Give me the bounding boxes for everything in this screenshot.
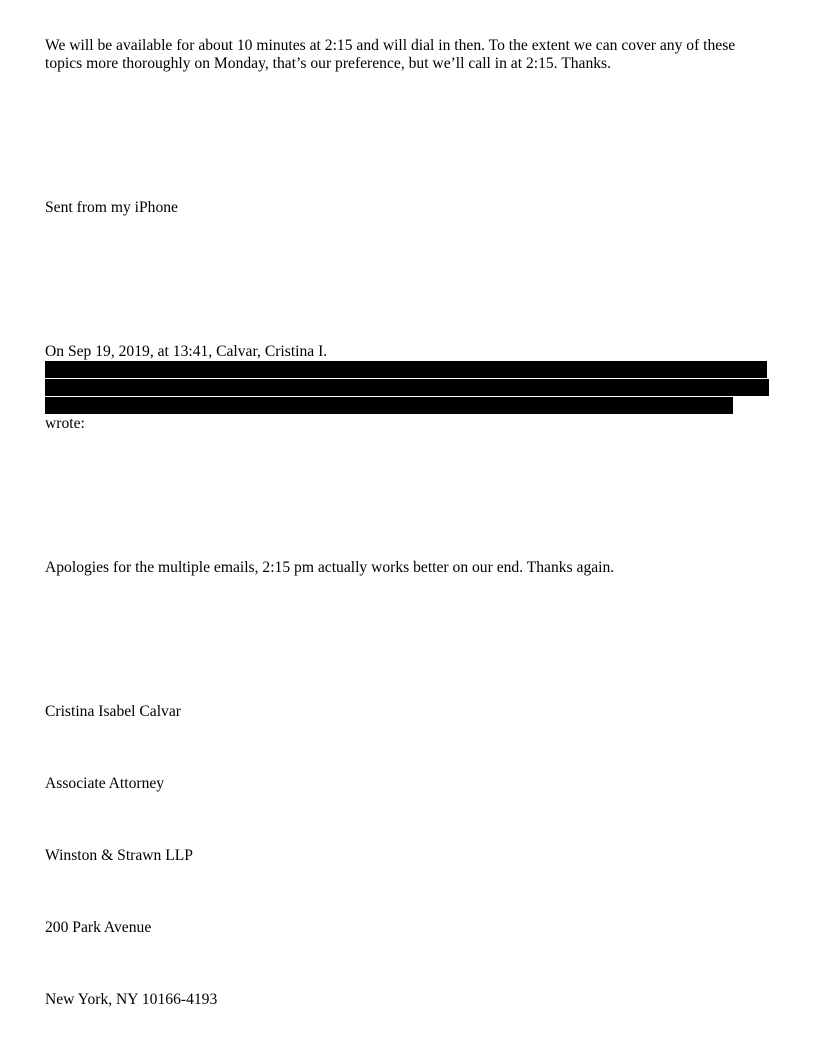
signature-title: Associate Attorney (45, 775, 165, 792)
signature-firm: Winston & Strawn LLP (45, 847, 193, 864)
signature-address-line-2: New York, NY 10166-4193 (45, 991, 218, 1008)
redaction-bar-3 (45, 397, 733, 414)
quote-header-end: wrote: (45, 415, 85, 432)
sent-from-line: Sent from my iPhone (45, 199, 178, 216)
redaction-bar-1 (45, 361, 767, 378)
reply-body: We will be available for about 10 minutes at 2:15 and will dial in then. To the extent we can cover any of these topics more thoroughly on Monday, that’s our preference, but we’ll call in at 2:15. Thanks. (45, 37, 736, 72)
signature-name: Cristina Isabel Calvar (45, 703, 181, 720)
quoted-body: Apologies for the multiple emails, 2:15 pm actually works better on our end. Thanks again. (45, 559, 615, 576)
quote-header: On Sep 19, 2019, at 13:41, Calvar, Cristina I. (45, 343, 328, 360)
signature-address-line-1: 200 Park Avenue (45, 919, 152, 936)
redaction-bar-2 (45, 379, 769, 396)
